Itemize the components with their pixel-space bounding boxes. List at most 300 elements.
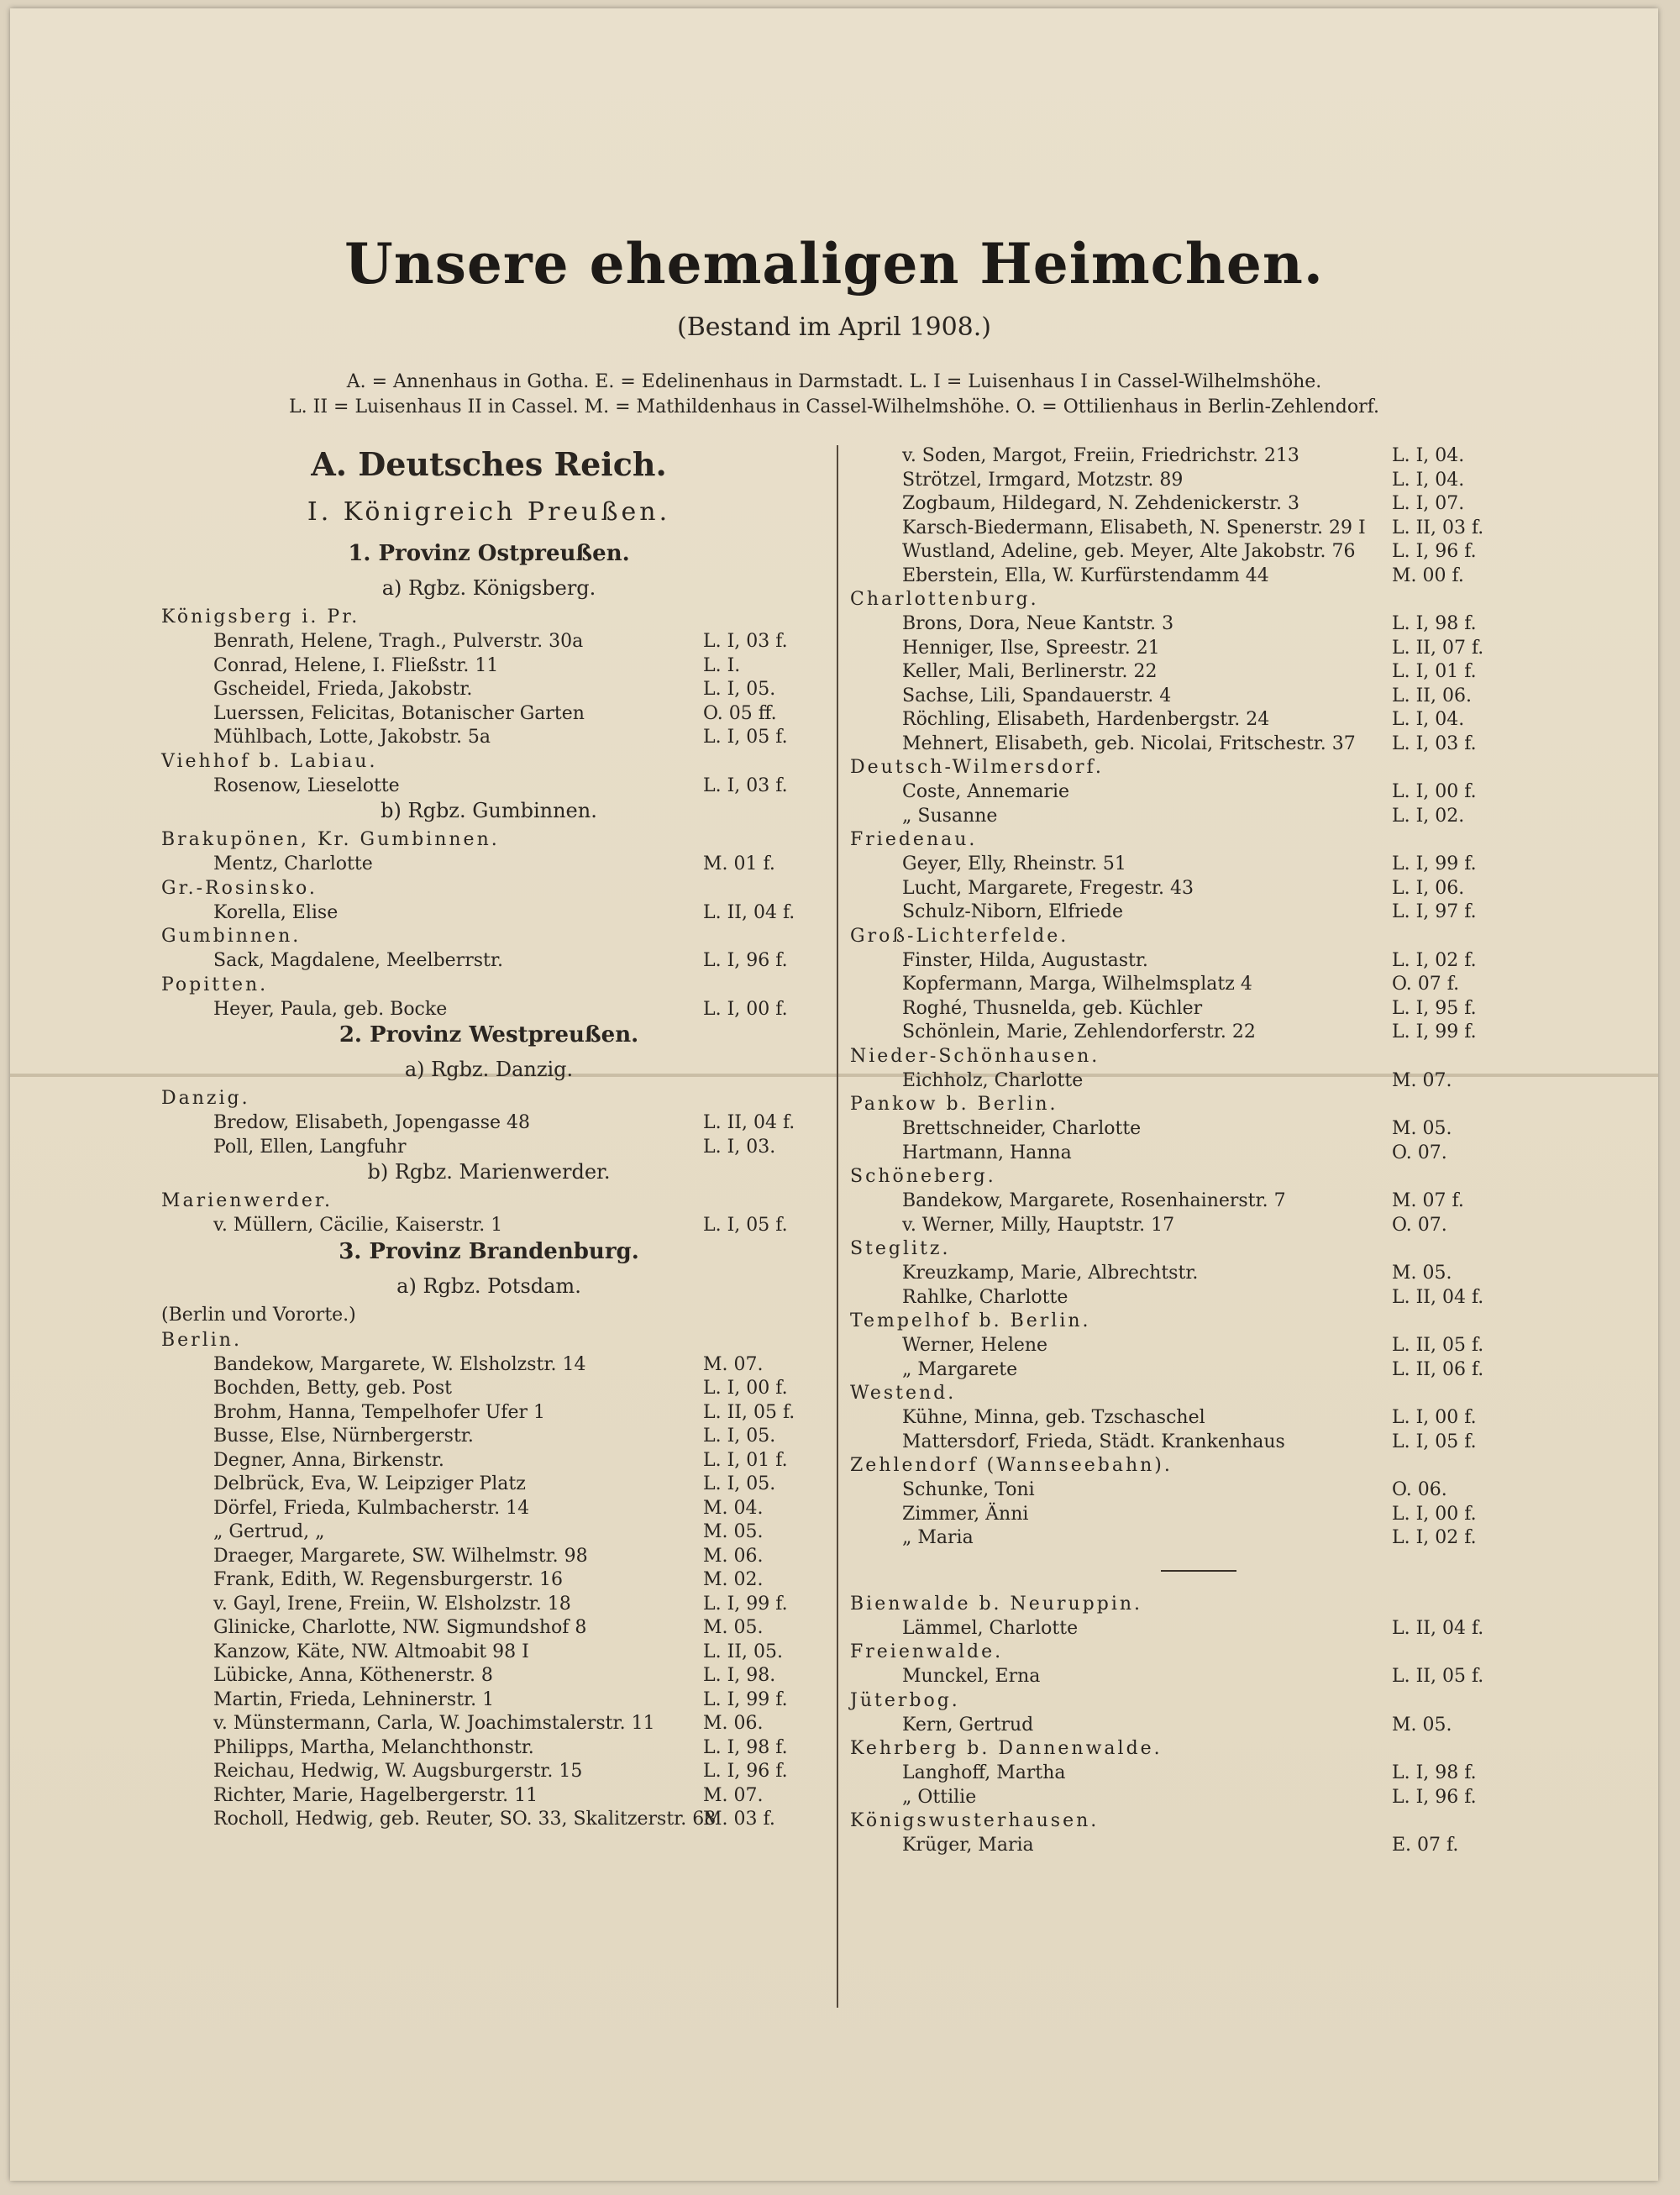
entry-code: L. II, 06 f. <box>1392 1358 1484 1380</box>
entry-code: L. II, 04 f. <box>1392 1286 1484 1308</box>
list-entry <box>850 709 1514 733</box>
heading-text: Danzig. <box>161 1088 250 1109</box>
entry-code: L. I, 03 f. <box>703 775 788 796</box>
entry-code: M. 00 f. <box>1392 565 1464 586</box>
entry-code: L. I, 96 f. <box>703 950 788 971</box>
entry-name: Reichau, Hedwig, W. Augsburgerstr. 15 <box>213 1761 583 1782</box>
entry-code: L. II, 03 f. <box>1392 517 1484 538</box>
place-heading <box>850 1094 1514 1118</box>
entry-code: M. 01 f. <box>703 853 775 874</box>
entry-code: M. 07. <box>703 1784 764 1806</box>
entry-code: L. I, 99 f. <box>1392 853 1477 874</box>
list-entry <box>850 613 1514 638</box>
section-heading <box>161 1274 816 1305</box>
entry-name: Hartmann, Hanna <box>902 1142 1072 1163</box>
entry-name: Strötzel, Irmgard, Motzstr. 89 <box>902 469 1184 491</box>
heading-text: Freienwalde. <box>850 1641 1004 1662</box>
entry-code: L. I, 96 f. <box>703 1761 788 1782</box>
legend-line-1: A. = Annenhaus in Gotha. E. = Edelinenhaus in Darmstadt. L. I = Luisenhaus I in Cassel-Wilhelmshöhe. <box>346 371 1322 392</box>
place-heading <box>850 1166 1514 1190</box>
list-entry <box>161 1112 816 1137</box>
entry-code: L. I, 96 f. <box>1392 541 1477 562</box>
entry-code: L. I, 04. <box>1392 445 1465 466</box>
section-heading <box>161 445 816 497</box>
list-entry <box>850 1715 1514 1739</box>
list-entry <box>850 974 1514 998</box>
entry-name: Rosenow, Lieselotte <box>213 775 400 796</box>
entry-name: Heyer, Paula, geb. Bocke <box>213 998 448 1020</box>
entry-code: O. 06. <box>1392 1479 1447 1500</box>
place-heading <box>850 1383 1514 1407</box>
list-entry <box>161 1473 816 1498</box>
page-title: Unsere ehemaligen Heimchen. <box>344 231 1324 297</box>
list-entry <box>161 1354 816 1378</box>
entry-code: O. 07 f. <box>1392 974 1460 995</box>
heading-text: Schöneberg. <box>850 1166 996 1187</box>
entry-code: M. 05. <box>1392 1714 1452 1736</box>
entry-name: Zimmer, Änni <box>902 1503 1029 1525</box>
list-entry <box>850 1431 1514 1456</box>
entry-name: Kanzow, Käte, NW. Altmoabit 98 I <box>213 1641 529 1662</box>
entry-name: Rocholl, Hedwig, geb. Reuter, SO. 33, Skalitzerstr. 68 <box>213 1809 717 1830</box>
entry-code: L. I, 02 f. <box>1392 949 1477 971</box>
entry-name: Bochden, Betty, geb. Post <box>213 1378 452 1399</box>
entry-name: „ Susanne <box>902 805 998 827</box>
entry-code: L. I, 00 f. <box>703 1378 788 1399</box>
entry-name: Bandekow, Margarete, W. Elsholzstr. 14 <box>213 1353 586 1375</box>
list-entry <box>850 493 1514 517</box>
list-entry <box>161 655 816 680</box>
list-entry <box>850 1335 1514 1359</box>
heading-text: Deutsch-Wilmersdorf. <box>850 757 1104 778</box>
list-entry <box>850 685 1514 710</box>
list-entry <box>850 806 1514 830</box>
entry-code: L. II, 05. <box>703 1641 783 1662</box>
list-entry <box>850 638 1514 662</box>
place-heading <box>161 1088 816 1112</box>
list-entry <box>161 631 816 655</box>
entry-code: O. 07. <box>1392 1142 1447 1163</box>
entry-name: Coste, Annemarie <box>902 781 1070 802</box>
entry-name: Rahlke, Charlotte <box>902 1286 1068 1308</box>
entry-name: Kreuzkamp, Marie, Albrechtstr. <box>902 1263 1199 1284</box>
entry-name: v. Müllern, Cäcilie, Kaiserstr. 1 <box>213 1215 503 1236</box>
place-heading <box>850 757 1514 781</box>
entry-name: Frank, Edith, W. Regensburgerstr. 16 <box>213 1569 564 1590</box>
section-separator <box>1161 1570 1236 1572</box>
list-entry <box>850 661 1514 685</box>
entry-code: E. 07 f. <box>1392 1835 1459 1856</box>
section-heading <box>161 497 816 541</box>
entry-name: Benrath, Helene, Tragh., Pulverstr. 30a <box>213 631 584 652</box>
entry-code: M. 05. <box>703 1617 764 1638</box>
place-heading <box>161 926 816 950</box>
entry-name: Karsch-Biedermann, Elisabeth, N. Spenerstr. 29 I <box>902 517 1366 538</box>
entry-code: L. I, 05. <box>703 1426 776 1447</box>
heading-text: Pankow b. Berlin. <box>850 1094 1058 1115</box>
entry-name: „ Margarete <box>902 1358 1018 1380</box>
heading-text: Groß-Lichterfelde. <box>850 925 1069 947</box>
list-entry <box>161 679 816 703</box>
entry-name: Geyer, Elly, Rheinstr. 51 <box>902 853 1126 874</box>
heading-text: Westend. <box>850 1383 957 1404</box>
heading-text: a) Rgbz. Potsdam. <box>396 1273 581 1298</box>
entry-code: M. 07 f. <box>1392 1190 1464 1211</box>
heading-text: 2. Provinz Westpreußen. <box>339 1022 639 1048</box>
entry-name: v. Werner, Milly, Hauptstr. 17 <box>902 1214 1175 1236</box>
entry-name: Lübicke, Anna, Köthenerstr. 8 <box>213 1665 493 1686</box>
section-heading <box>161 799 816 829</box>
entry-name: Delbrück, Eva, W. Leipziger Platz <box>213 1473 526 1494</box>
entry-code: L. I, 01 f. <box>703 1449 788 1471</box>
entry-name: Eberstein, Ella, W. Kurfürstendamm 44 <box>902 565 1269 586</box>
heading-text: Popitten. <box>161 974 269 995</box>
entry-code: L. I, 98 f. <box>1392 1762 1477 1783</box>
heading-text: Kehrberg b. Dannenwalde. <box>850 1738 1163 1759</box>
entry-name: Röchling, Elisabeth, Hardenbergstr. 24 <box>902 709 1270 730</box>
entry-name: Henniger, Ilse, Spreestr. 21 <box>902 637 1160 659</box>
entry-name: Busse, Else, Nürnbergerstr. <box>213 1426 474 1447</box>
entry-name: Sachse, Lili, Spandauerstr. 4 <box>902 685 1172 706</box>
list-entry <box>850 1215 1514 1239</box>
place-heading <box>850 1594 1514 1618</box>
list-entry <box>161 1426 816 1450</box>
list-entry <box>850 517 1514 542</box>
heading-text: Viehhof b. Labiau. <box>161 750 378 772</box>
entry-code: L. I, 03 f. <box>703 631 788 652</box>
entry-code: L. I, 99 f. <box>1392 1021 1477 1042</box>
entry-name: Luerssen, Felicitas, Botanischer Garten <box>213 702 585 724</box>
entry-code: L. I, 03. <box>703 1136 776 1158</box>
entry-name: Schunke, Toni <box>902 1479 1035 1500</box>
entry-name: Sack, Magdalene, Meelberrstr. <box>213 950 503 971</box>
place-heading <box>161 878 816 902</box>
entry-name: Schulz-Niborn, Elfriede <box>902 901 1123 922</box>
place-heading <box>850 1310 1514 1335</box>
entry-name: Brohm, Hanna, Tempelhofer Ufer 1 <box>213 1401 545 1423</box>
heading-text: 1. Provinz Ostpreußen. <box>348 541 630 566</box>
place-heading <box>161 607 816 631</box>
entry-code: L. I, 95 f. <box>1392 997 1477 1019</box>
place-heading <box>161 751 816 775</box>
entry-name: Bredow, Elisabeth, Jopengasse 48 <box>213 1112 530 1133</box>
list-entry <box>850 1618 1514 1642</box>
list-entry <box>850 733 1514 758</box>
list-entry <box>161 1665 816 1689</box>
list-entry <box>161 1761 816 1785</box>
entry-code: M. 05. <box>1392 1263 1452 1284</box>
list-entry <box>850 1142 1514 1167</box>
list-entry <box>850 1479 1514 1504</box>
entry-name: Brons, Dora, Neue Kantstr. 3 <box>902 613 1174 634</box>
place-heading <box>850 1238 1514 1263</box>
list-entry <box>850 1787 1514 1811</box>
heading-text: Tempelhof b. Berlin. <box>850 1310 1091 1331</box>
place-heading <box>161 1190 816 1215</box>
list-entry <box>161 703 816 727</box>
heading-text: Berlin. <box>161 1329 242 1351</box>
list-entry <box>161 1378 816 1402</box>
entry-code: O. 05 ff. <box>703 702 777 724</box>
entry-name: Dörfel, Frieda, Kulmbacherstr. 14 <box>213 1497 530 1519</box>
entry-code: L. I, 00 f. <box>1392 781 1477 802</box>
entry-name: Kern, Gertrud <box>902 1714 1034 1736</box>
section-heading <box>161 1160 816 1190</box>
heading-text: a) Rgbz. Danzig. <box>404 1058 574 1081</box>
list-entry <box>161 1689 816 1714</box>
list-entry <box>850 1762 1514 1787</box>
entry-name: Glinicke, Charlotte, NW. Sigmundshof 8 <box>213 1617 587 1638</box>
entry-name: Keller, Mali, Berlinerstr. 22 <box>902 661 1158 682</box>
list-entry <box>161 1617 816 1641</box>
entry-code: L. I, 05 f. <box>1392 1431 1477 1452</box>
heading-text: Brakupönen, Kr. Gumbinnen. <box>161 829 500 850</box>
heading-text: Königswusterhausen. <box>850 1810 1100 1831</box>
entry-code: M. 06. <box>703 1713 764 1734</box>
list-entry <box>161 1737 816 1762</box>
list-entry <box>850 1021 1514 1046</box>
heading-text: b) Rgbz. Gumbinnen. <box>381 799 597 822</box>
entry-code: L. I, 02. <box>1392 805 1465 827</box>
list-entry <box>161 902 816 927</box>
section-heading <box>161 1058 816 1088</box>
entry-code: L. I, 02 f. <box>1392 1527 1477 1548</box>
entry-code: M. 07. <box>703 1353 764 1375</box>
place-heading <box>850 1046 1514 1070</box>
entry-code: L. I, 05 f. <box>703 727 788 748</box>
entry-code: M. 03 f. <box>703 1809 775 1830</box>
place-heading <box>850 926 1514 950</box>
section-heading <box>161 1305 816 1330</box>
entry-code: L. II, 04 f. <box>1392 1617 1484 1639</box>
entry-name: „ Gertrud, „ <box>213 1521 325 1542</box>
entry-code: L. I, 04. <box>1392 709 1465 730</box>
entry-name: Mentz, Charlotte <box>213 853 373 874</box>
entry-name: Korella, Elise <box>213 901 339 923</box>
list-entry <box>161 1402 816 1426</box>
entry-name: Lämmel, Charlotte <box>902 1617 1079 1639</box>
list-entry <box>161 1215 816 1239</box>
entry-name: Kühne, Minna, geb. Tzschaschel <box>902 1407 1205 1428</box>
entry-code: M. 07. <box>1392 1069 1452 1091</box>
entry-code: L. I, 96 f. <box>1392 1786 1477 1808</box>
entry-code: L. I, 06. <box>1392 877 1465 899</box>
heading-text: Friedenau. <box>850 829 978 850</box>
list-entry <box>850 853 1514 878</box>
place-heading <box>850 829 1514 853</box>
list-entry <box>850 1359 1514 1384</box>
entry-code: L. II, 07 f. <box>1392 637 1484 659</box>
entry-name: v. Münstermann, Carla, W. Joachimstalerstr. 11 <box>213 1713 655 1734</box>
heading-text: Marienwerder. <box>161 1190 333 1211</box>
entry-name: Zogbaum, Hildegard, N. Zehdenickerstr. 3 <box>902 493 1299 514</box>
list-entry <box>161 1546 816 1570</box>
place-heading <box>161 974 816 999</box>
entry-name: Gscheidel, Frieda, Jakobstr. <box>213 679 473 700</box>
list-entry <box>850 1263 1514 1287</box>
list-entry <box>161 1569 816 1594</box>
entry-name: Martin, Frieda, Lehninerstr. 1 <box>213 1688 495 1710</box>
entry-code: L. I. <box>703 654 741 676</box>
entry-code: M. 04. <box>703 1497 764 1519</box>
document-page <box>10 8 1658 2181</box>
entry-code: L. I, 03 f. <box>1392 733 1477 754</box>
list-entry <box>161 1809 816 1833</box>
place-heading <box>850 1690 1514 1715</box>
heading-text: Königsberg i. Pr. <box>161 607 360 628</box>
list-entry <box>850 950 1514 974</box>
entry-name: Poll, Ellen, Langfuhr <box>213 1136 407 1158</box>
entry-code: L. I, 00 f. <box>1392 1407 1477 1428</box>
entry-name: Draeger, Margarete, SW. Wilhelmstr. 98 <box>213 1545 588 1567</box>
list-entry <box>850 445 1514 470</box>
entry-name: Eichholz, Charlotte <box>902 1069 1084 1091</box>
list-entry <box>850 541 1514 565</box>
list-entry <box>850 1407 1514 1431</box>
list-entry <box>850 1070 1514 1095</box>
entry-name: Degner, Anna, Birkenstr. <box>213 1449 444 1471</box>
heading-text: Jüterbog. <box>850 1689 960 1711</box>
entry-name: „ Maria <box>902 1527 974 1548</box>
list-entry <box>161 1450 816 1474</box>
heading-text: Charlottenburg. <box>850 589 1039 610</box>
list-entry <box>161 853 816 878</box>
list-entry <box>850 781 1514 806</box>
column-divider <box>837 445 838 2008</box>
entry-code: L. II, 05 f. <box>703 1401 795 1423</box>
heading-text: Nieder-Schönhausen. <box>850 1045 1100 1067</box>
entry-code: L. II, 06. <box>1392 685 1472 706</box>
heading-text: A. Deutsches Reich. <box>311 445 667 483</box>
entry-code: L. I, 05. <box>703 1473 776 1494</box>
entry-code: O. 07. <box>1392 1214 1447 1236</box>
entry-name: v. Soden, Margot, Freiin, Friedrichstr. 213 <box>902 445 1299 466</box>
section-heading <box>161 576 816 607</box>
entry-name: Finster, Hilda, Augustastr. <box>902 949 1148 971</box>
entry-code: L. I, 97 f. <box>1392 901 1477 922</box>
section-heading <box>161 1022 816 1058</box>
list-entry <box>850 901 1514 926</box>
place-heading <box>161 1330 816 1354</box>
entry-code: L. I, 98 f. <box>703 1736 788 1758</box>
entry-code: L. I, 99 f. <box>703 1593 788 1615</box>
place-heading <box>850 1738 1514 1762</box>
heading-text: Gumbinnen. <box>161 926 302 947</box>
place-heading <box>850 1641 1514 1666</box>
place-heading <box>850 589 1514 613</box>
list-entry <box>161 1594 816 1618</box>
entry-code: L. II, 04 f. <box>703 901 795 923</box>
entry-code: L. I, 00 f. <box>703 998 788 1020</box>
list-entry <box>161 1785 816 1809</box>
entry-name: Roghé, Thusnelda, geb. Küchler <box>902 997 1203 1019</box>
entry-name: Philipps, Martha, Melanchthonstr. <box>213 1736 534 1758</box>
entry-name: Bandekow, Margarete, Rosenhainerstr. 7 <box>902 1190 1286 1211</box>
heading-text: 3. Provinz Brandenburg. <box>339 1238 639 1264</box>
list-entry <box>850 1118 1514 1142</box>
heading-text: Zehlendorf (Wannseebahn). <box>850 1455 1173 1476</box>
place-heading <box>850 1455 1514 1479</box>
list-entry <box>850 1504 1514 1528</box>
list-entry <box>850 998 1514 1022</box>
heading-text: a) Rgbz. Königsberg. <box>381 576 596 600</box>
entry-name: Wustland, Adeline, geb. Meyer, Alte Jakobstr. 76 <box>902 541 1356 562</box>
list-entry <box>161 999 816 1023</box>
list-entry <box>161 1713 816 1737</box>
list-entry <box>850 1835 1514 1859</box>
entry-name: Conrad, Helene, I. Fließstr. 11 <box>213 654 499 676</box>
list-entry <box>161 1498 816 1522</box>
list-entry <box>850 565 1514 590</box>
entry-name: Krüger, Maria <box>902 1835 1034 1856</box>
entry-code: M. 05. <box>703 1521 764 1542</box>
entry-name: Kopfermann, Marga, Wilhelmsplatz 4 <box>902 974 1252 995</box>
entry-name: Mühlbach, Lotte, Jakobstr. 5a <box>213 727 491 748</box>
list-entry <box>850 1527 1514 1552</box>
entry-code: M. 02. <box>703 1569 764 1590</box>
legend-line-2: L. II = Luisenhaus II in Cassel. M. = Mathildenhaus in Cassel-Wilhelmshöhe. O. = Ottilienhaus in Berlin-Zehlendorf. <box>289 396 1379 417</box>
list-entry <box>161 775 816 800</box>
heading-text: Gr.-Rosinsko. <box>161 877 318 899</box>
entry-name: Munckel, Erna <box>902 1666 1041 1687</box>
entry-code: L. I, 00 f. <box>1392 1503 1477 1525</box>
entry-code: L. I, 98. <box>703 1665 776 1686</box>
entry-name: Lucht, Margarete, Fregestr. 43 <box>902 877 1194 899</box>
entry-code: L. I, 99 f. <box>703 1688 788 1710</box>
list-entry <box>850 470 1514 494</box>
list-entry <box>161 950 816 974</box>
section-heading <box>161 541 816 576</box>
entry-code: L. I, 01 f. <box>1392 661 1477 682</box>
entry-name: Brettschneider, Charlotte <box>902 1118 1142 1139</box>
place-heading <box>161 829 816 853</box>
list-entry <box>850 1287 1514 1311</box>
entry-code: L. I, 04. <box>1392 469 1465 491</box>
heading-text: b) Rgbz. Marienwerder. <box>367 1160 611 1184</box>
entry-code: M. 05. <box>1392 1118 1452 1139</box>
list-entry <box>161 1521 816 1546</box>
entry-code: L. II, 05 f. <box>1392 1666 1484 1687</box>
entry-name: Mehnert, Elisabeth, geb. Nicolai, Fritschestr. 37 <box>902 733 1356 754</box>
section-heading <box>161 1239 816 1274</box>
entry-name: Richter, Marie, Hagelbergerstr. 11 <box>213 1784 538 1806</box>
heading-text: (Berlin und Vororte.) <box>161 1304 356 1326</box>
heading-text: Steglitz. <box>850 1238 951 1259</box>
list-entry <box>850 878 1514 902</box>
entry-code: L. I, 98 f. <box>1392 613 1477 634</box>
entry-code: L. I, 05. <box>703 679 776 700</box>
heading-text: Bienwalde b. Neuruppin. <box>850 1593 1143 1615</box>
entry-code: M. 06. <box>703 1545 764 1567</box>
page-subtitle: (Bestand im April 1908.) <box>676 312 991 342</box>
entry-name: Werner, Helene <box>902 1335 1048 1356</box>
entry-code: L. I, 07. <box>1392 493 1465 514</box>
entry-code: L. II, 05 f. <box>1392 1335 1484 1356</box>
entry-name: „ Ottilie <box>902 1786 977 1808</box>
entry-name: Schönlein, Marie, Zehlendorferstr. 22 <box>902 1021 1256 1042</box>
heading-text: I. Königreich Preußen. <box>307 497 671 527</box>
list-entry <box>850 1190 1514 1215</box>
entry-code: L. I, 05 f. <box>703 1215 788 1236</box>
entry-name: v. Gayl, Irene, Freiin, W. Elsholzstr. 18 <box>213 1593 571 1615</box>
entry-name: Langhoff, Martha <box>902 1762 1066 1783</box>
place-heading <box>850 1810 1514 1835</box>
list-entry <box>850 1666 1514 1690</box>
list-entry <box>161 727 816 751</box>
entry-name: Mattersdorf, Frieda, Städt. Krankenhaus <box>902 1431 1285 1452</box>
list-entry <box>161 1641 816 1666</box>
list-entry <box>161 1137 816 1161</box>
